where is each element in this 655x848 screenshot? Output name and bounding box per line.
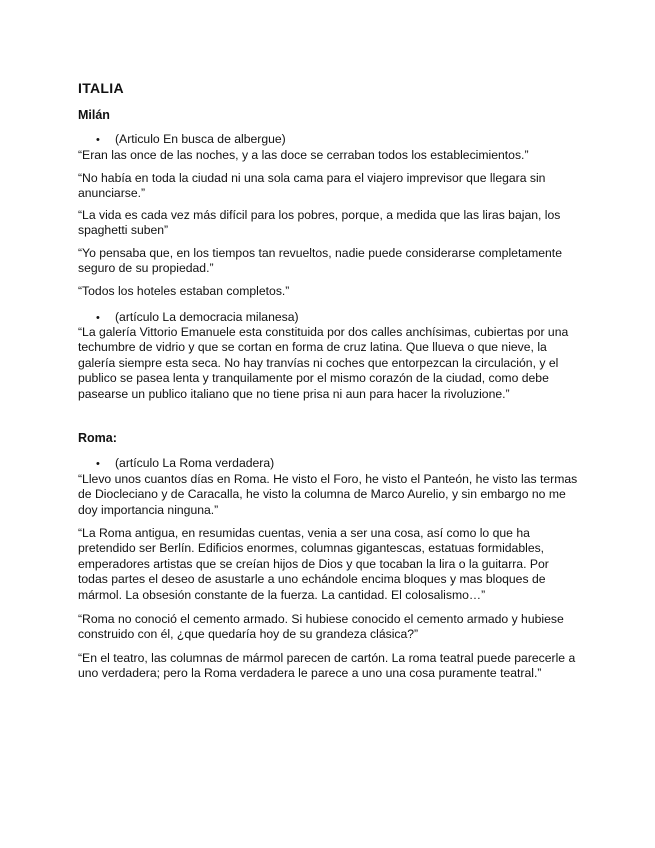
quote-paragraph: “Yo pensaba que, en los tiempos tan revueltos, nadie puede considerarse completamente seguro de su propiedad.” [78, 246, 562, 276]
quote-paragraph: “No había en toda la ciudad ni una sola cama para el viajero imprevisor que llegara sin anunciarse.” [78, 171, 546, 201]
bullet-icon: • [96, 458, 100, 470]
bullet-article-democracia [96, 310, 299, 326]
section-heading-roma: Roma: [78, 431, 117, 445]
bullet-article-albergue [96, 132, 286, 148]
quote-paragraph: “Todos los hoteles estaban completos.” [78, 284, 290, 298]
article-title: (artículo La democracia milanesa) [115, 310, 299, 324]
article-title: (Articulo En busca de albergue) [115, 132, 286, 146]
bullet-article-roma [96, 456, 274, 472]
quote-paragraph: “Llevo unos cuantos días en Roma. He visto el Foro, he visto el Panteón, he visto las termas de Diocleciano y de Caracalla, he visto la columna de Marco Aurelio, y sin embargo no me doy importancia ninguna.” [78, 472, 578, 517]
page-title: ITALIA [78, 80, 124, 96]
quote-paragraph: “La Roma antigua, en resumidas cuentas, venia a ser una cosa, así como lo que ha pretendido ser Berlín. Edificios enormes, columnas gigantescas, estatuas formidables, emperadores artistas que se creían hijos de Dios y que tocaban la lira o la guitarra. Por todas partes el deseo de asustarle a uno echándole encima bloques y mas bloques de mármol. La obsesión constante de la fuerza. La cantidad. El colosalismo…” [78, 526, 549, 602]
quote-paragraph: “La vida es cada vez más difícil para los pobres, porque, a medida que las liras bajan, los spaghetti suben” [78, 208, 561, 238]
quote-paragraph: “Eran las once de las noches, y a las doce se cerraban todos los establecimientos.” [78, 148, 529, 162]
quote-paragraph: “Roma no conoció el cemento armado. Si hubiese conocido el cemento armado y hubiese construido con él, ¿que quedaría hoy de su grandeza clásica?” [78, 612, 564, 642]
article-title: (artículo La Roma verdadera) [115, 456, 275, 470]
bullet-icon: • [96, 134, 100, 146]
quote-paragraph: “La galería Vittorio Emanuele esta constituida por dos calles anchísimas, cubiertas por una techumbre de vidrio y que se cortan en forma de cruz latina. Que llueva o que nieve, la galería siempre esta seca. No hay tranvías ni coches que entorpezcan la circulación, y el publico se pasea lenta y tranquilamente por el mismo corazón de la ciudad, como debe pasearse un publico italiano que no tiene prisa ni aun para hacer la rivoluzione.” [78, 325, 569, 401]
bullet-icon: • [96, 312, 100, 324]
section-heading-milan: Milán [78, 108, 110, 122]
quote-paragraph: “En el teatro, las columnas de mármol parecen de cartón. La roma teatral puede parecerle a uno verdadera; pero la Roma verdadera le parece a uno una cosa puramente teatral.” [78, 651, 576, 681]
